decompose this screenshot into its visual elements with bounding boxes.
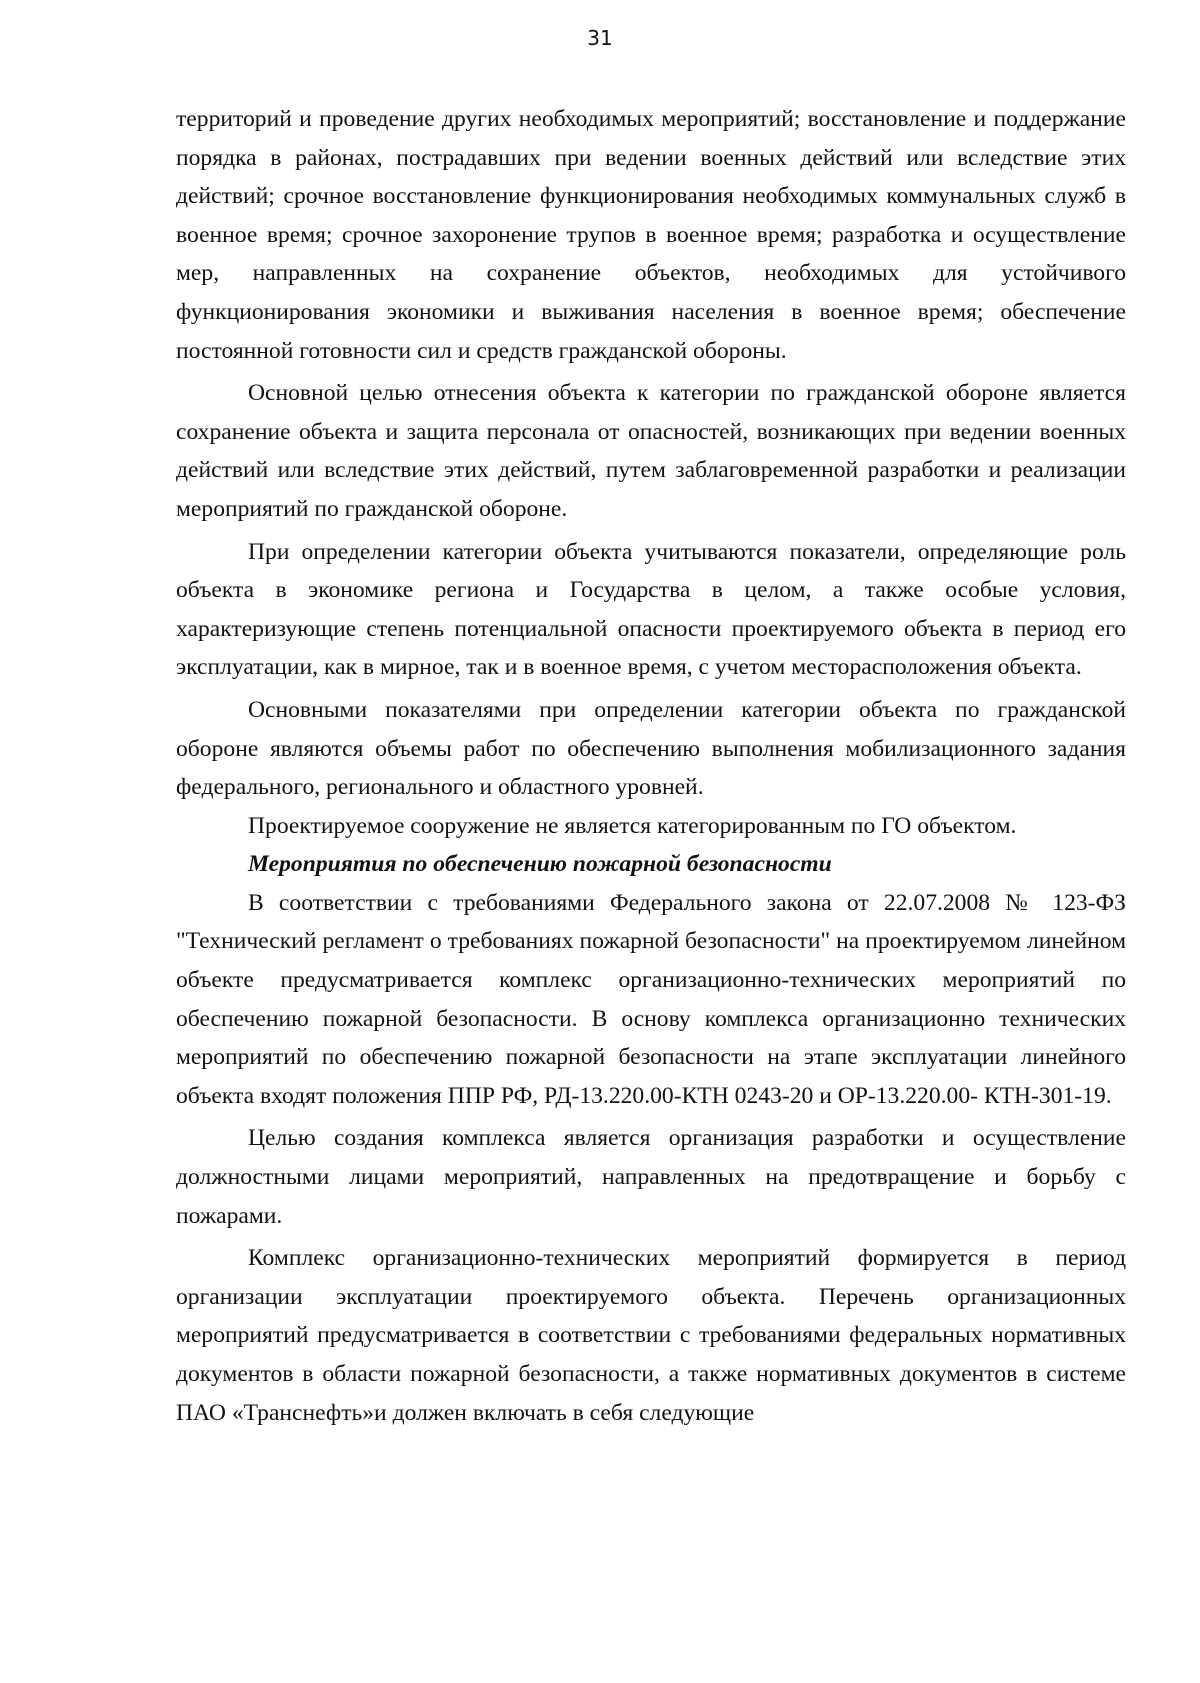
document-body [176, 100, 1126, 1432]
paragraph-complex-formation: Комплекс организационно-технических мероприятий формируется в период организации эксплуатации проектируемого объекта. Перечень организационных мероприятий предусматривается в соответствии с требованиями федеральных нормативных документов в области пожарной безопасности, а также нормативных документов в системе ПАО «Транснефть»и должен включать в себя следующие [176, 1245, 1126, 1426]
paragraph-complex-goal: Целью создания комплекса является организация разработки и осуществление должностными лицами мероприятий, направленных на предотвращение и борьбу с пожарами. [176, 1125, 1126, 1229]
paragraph-main-indicators: Основными показателями при определении категории объекта по гражданской обороне являются объемы работ по обеспечению выполнения мобилизационного задания федерального, регионального и областного уровней. [176, 696, 1126, 801]
paragraph-federal-law: В соответствии с требованиями Федерального закона от 22.07.2008 № 123-ФЗ "Технический регламент о требованиях пожарной безопасности" на проектируемом линейном объекте предусматривается комплекс организационно-технических мероприятий по обеспечению пожарной безопасности. В основу комплекса организационно технических мероприятий по обеспечению пожарной безопасности на этапе эксплуатации линейного объекта входят положения ППР РФ, РД-13.220.00-КТН 0243-20 и ОР-13.220.00- КТН-301-19. [176, 889, 1126, 1109]
page-number: 31 [587, 26, 613, 50]
paragraph-not-categorized: Проектируемое сооружение не является категорированным по ГО объектом. [248, 812, 1017, 839]
section-heading-fire-safety: Мероприятия по обеспечению пожарной безопасности [248, 851, 832, 878]
paragraph-categorization-goal: Основной целью отнесения объекта к категории по гражданской обороне является сохранение объекта и защита персонала от опасностей, возникающих при ведении военных действий или вследствие этих действий, путем заблаговременной разработки и реализации мероприятий по гражданской обороне. [176, 380, 1126, 522]
paragraph-civil-defense-measures: территорий и проведение других необходимых мероприятий; восстановление и поддержание порядка в районах, пострадавших при ведении военных действий или вследствие этих действий; срочное восстановление функционирования необходимых коммунальных служб в военное время; срочное захоронение трупов в военное время; разработка и осуществление мер, направленных на сохранение объектов, необходимых для устойчивого функционирования экономики и выживания населения в военное время; обеспечение постоянной готовности сил и средств гражданской обороны. [176, 106, 1126, 364]
paragraph-category-indicators: При определении категории объекта учитываются показатели, определяющие роль объекта в экономике региона и Государства в целом, а также особые условия, характеризующие степень потенциальной опасности проектируемого объекта в период его эксплуатации, как в мирное, так и в военное время, с учетом месторасположения объекта. [176, 538, 1126, 681]
